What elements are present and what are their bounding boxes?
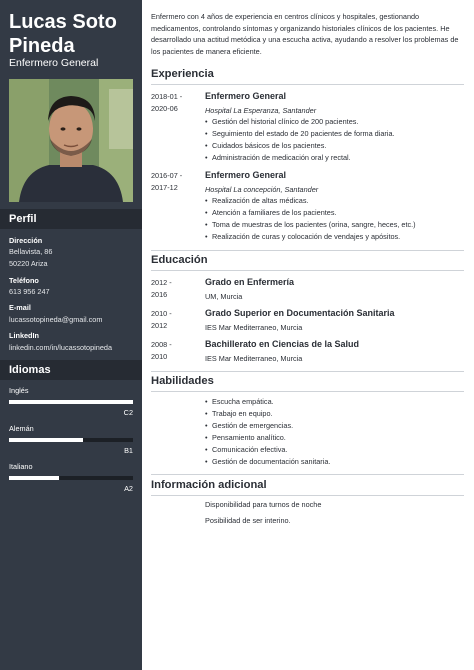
skill-item: • Gestión de documentación sanitaria.	[205, 456, 330, 468]
phone-label: Teléfono	[9, 276, 39, 285]
edu-start-date: 2012 -	[151, 278, 172, 287]
edu-end-date: 2010	[151, 352, 168, 361]
language-name: Alemán	[9, 424, 34, 433]
perfil-header: Perfil	[0, 209, 142, 229]
address-label: Dirección	[9, 236, 43, 245]
language-level: B1	[124, 446, 133, 455]
skill-item: • Pensamiento analítico.	[205, 432, 330, 444]
idiomas-header: Idiomas	[0, 360, 142, 380]
experience-title: Experiencia	[151, 68, 214, 80]
linkedin-value[interactable]: linkedin.com/in/lucassotopineda	[9, 343, 113, 352]
education-title: Educación	[151, 254, 208, 266]
additional-item: Disponibilidad para turnos de noche	[205, 500, 322, 509]
address-line1: Bellavista, 86	[9, 247, 53, 256]
education-top-divider	[151, 250, 464, 251]
language-level: A2	[124, 484, 133, 493]
language-level-bar	[9, 400, 133, 404]
language-name: Inglés	[9, 386, 29, 395]
edu-end-date: 2016	[151, 290, 168, 299]
edu-school: IES Mar Mediterraneo, Murcia	[205, 323, 303, 332]
language-level-bar	[9, 438, 133, 442]
candidate-name: Lucas Soto Pineda	[9, 11, 117, 57]
phone-value[interactable]: 613 956 247	[9, 287, 50, 296]
job-start-date: 2018-01 -	[151, 92, 183, 101]
job-bullet: • Atención a familiares de los pacientes.	[205, 207, 416, 219]
skill-item: • Comunicación efectiva.	[205, 444, 330, 456]
job-company: Hospital La Esperanza, Santander	[205, 106, 317, 115]
experience-divider	[151, 84, 464, 85]
job-company: Hospital La concepción, Santander	[205, 185, 319, 194]
language-level-fill	[9, 400, 133, 404]
address-line2: 50220 Ariza	[9, 259, 48, 268]
education-divider	[151, 270, 464, 271]
email-value[interactable]: lucassotopineda@gmail.com	[9, 315, 103, 324]
summary-text: Enfermero con 4 años de experiencia en centros clínicos y hospitales, gestionando medicamentos, controlando síntomas y organizando historiales clínicos de los pacientes. He desarrollado una actitud metódica y una escucha activa, ayudando a resolver los problemas de los pacientes de manera eficiente.	[151, 12, 459, 57]
linkedin-label: LinkedIn	[9, 331, 39, 340]
skill-item: • Escucha empática.	[205, 396, 330, 408]
additional-item: Posibilidad de ser interino.	[205, 516, 291, 525]
additional-title: Información adicional	[151, 479, 267, 491]
skills-title: Habilidades	[151, 375, 214, 387]
edu-degree: Bachillerato en Ciencias de la Salud	[205, 339, 360, 349]
job-bullets	[205, 195, 416, 243]
skills-divider	[151, 391, 464, 392]
job-position: Enfermero General	[205, 170, 287, 180]
language-level-fill	[9, 476, 59, 480]
job-bullet: • Administración de medicación oral y rectal.	[205, 152, 395, 164]
job-bullet: • Toma de muestras de los pacientes (orina, sangre, heces, etc.)	[205, 219, 416, 231]
job-bullets	[205, 116, 395, 164]
edu-degree: Grado Superior en Documentación Sanitaria	[205, 308, 395, 318]
additional-divider	[151, 495, 464, 496]
edu-degree: Grado en Enfermería	[205, 277, 295, 287]
language-level-bar	[9, 476, 133, 480]
job-end-date: 2020-06	[151, 104, 178, 113]
skills-top-divider	[151, 371, 464, 372]
additional-top-divider	[151, 474, 464, 475]
skill-item: • Gestión de emergencias.	[205, 420, 330, 432]
email-label: E-mail	[9, 303, 31, 312]
job-start-date: 2016-07 -	[151, 171, 183, 180]
job-end-date: 2017-12	[151, 183, 178, 192]
edu-school: UM, Murcia	[205, 292, 243, 301]
profile-photo	[9, 79, 133, 202]
language-level: C2	[123, 408, 133, 417]
candidate-role: Enfermero General	[9, 57, 99, 69]
language-level-fill	[9, 438, 83, 442]
job-bullet: • Realización de altas médicas.	[205, 195, 416, 207]
skills-list	[205, 396, 330, 467]
edu-start-date: 2008 -	[151, 340, 172, 349]
sidebar	[0, 0, 142, 670]
language-name: Italiano	[9, 462, 33, 471]
job-bullet: • Realización de curas y colocación de vendajes y apósitos.	[205, 231, 416, 243]
job-bullet: • Gestión del historial clínico de 200 pacientes.	[205, 116, 395, 128]
edu-start-date: 2010 -	[151, 309, 172, 318]
edu-school: IES Mar Mediterraneo, Murcia	[205, 354, 303, 363]
job-bullet: • Seguimiento del estado de 20 pacientes de forma diaria.	[205, 128, 395, 140]
skill-item: • Trabajo en equipo.	[205, 408, 330, 420]
job-position: Enfermero General	[205, 91, 287, 101]
job-bullet: • Cuidados básicos de los pacientes.	[205, 140, 395, 152]
edu-end-date: 2012	[151, 321, 168, 330]
